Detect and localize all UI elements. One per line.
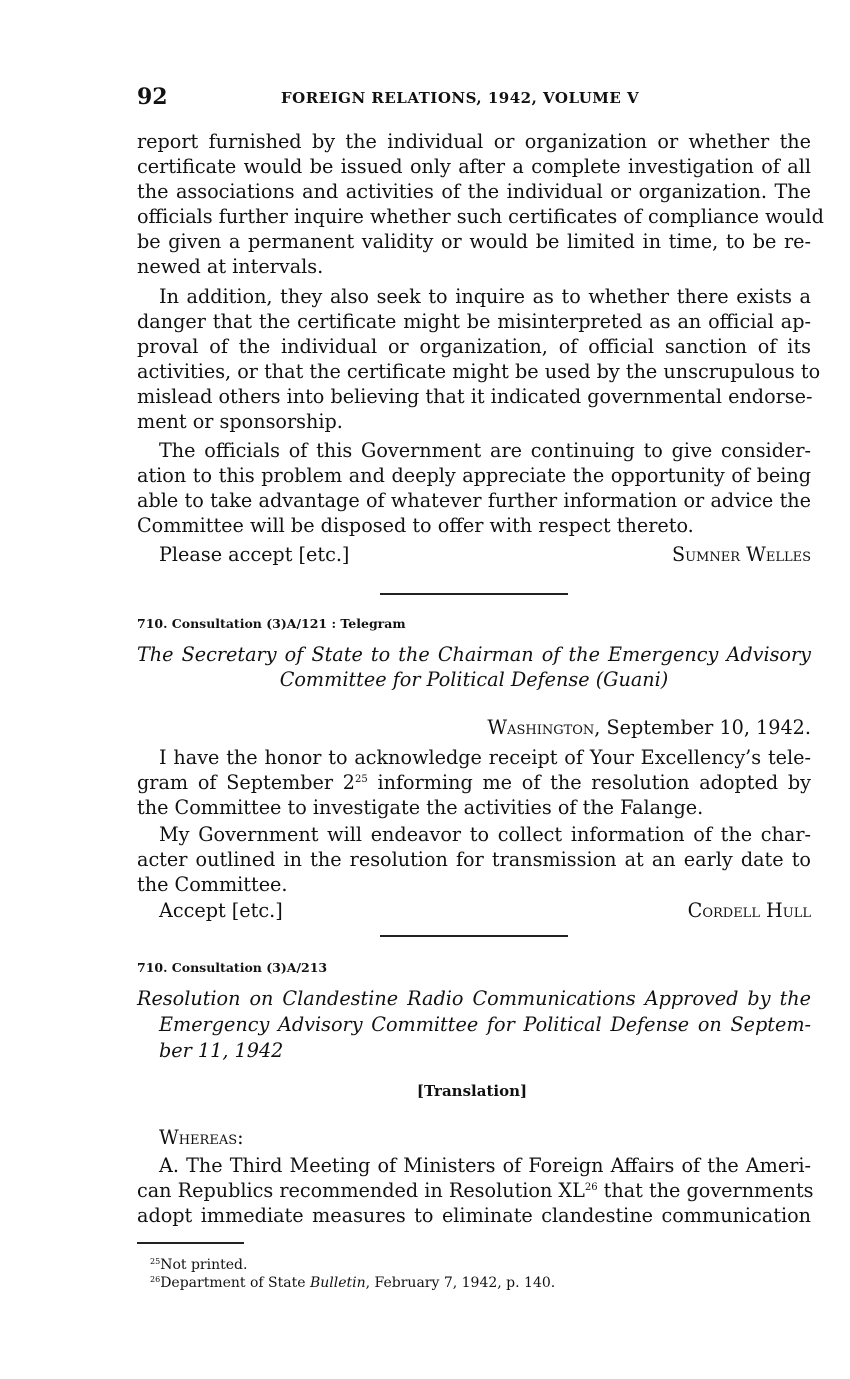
footnote-text: Not printed. bbox=[160, 1257, 248, 1273]
doc3-paraA-line: adopt immediate measures to eliminate clandestine communication bbox=[137, 1204, 811, 1227]
doc2-dateline bbox=[487, 715, 811, 740]
footnote-25 bbox=[150, 1256, 247, 1274]
doc1-para1-line: the associations and activities of the individual or organization. The bbox=[137, 180, 811, 203]
doc1-closing: Please accept [etc.] bbox=[159, 543, 350, 566]
doc2-para2-line: My Government will endeavor to collect information of the char- bbox=[159, 823, 811, 846]
footnote-26 bbox=[150, 1274, 555, 1292]
doc2-para1-line: I have the honor to acknowledge receipt of Your Excellency’s tele- bbox=[159, 746, 811, 769]
doc1-para2-line: proval of the individual or organization, of official sanction of its bbox=[137, 335, 811, 358]
doc3-heading-line: Resolution on Clandestine Radio Communications Approved by the bbox=[137, 987, 811, 1010]
doc1-para1-line: officials further inquire whether such certificates of compliance would bbox=[137, 205, 824, 228]
doc3-heading-line: Emergency Advisory Committee for Political Defense on Septem- bbox=[159, 1013, 811, 1036]
footnote-ref-25: 25 bbox=[355, 774, 368, 785]
doc2-place: Washington bbox=[487, 716, 595, 739]
doc1-para3-line: able to take advantage of whatever further information or advice the bbox=[137, 489, 811, 512]
footnote-marker: 25 bbox=[150, 1257, 161, 1266]
doc2-para1-line: the Committee to investigate the activities of the Falange. bbox=[137, 796, 704, 819]
footnote-publication-title: Bulletin bbox=[309, 1275, 366, 1291]
doc2-closing: Accept [etc.] bbox=[159, 899, 283, 922]
doc2-heading-line: The Secretary of State to the Chairman of the Emergency Advisory bbox=[137, 643, 811, 666]
doc2-date: , September 10, 1942. bbox=[594, 716, 811, 739]
doc1-para1-line: newed at intervals. bbox=[137, 255, 324, 278]
section-divider bbox=[380, 593, 568, 595]
doc1-para2-line: In addition, they also seek to inquire as to whether there exists a bbox=[159, 285, 811, 308]
doc2-para1-text: gram of September 2 bbox=[137, 771, 355, 794]
footnote-text: Department of State bbox=[160, 1275, 310, 1291]
doc3-heading-line: ber 11, 1942 bbox=[159, 1039, 284, 1062]
doc2-signature: Cordell Hull bbox=[687, 899, 811, 922]
doc3-paraA-text: that the governments bbox=[597, 1179, 814, 1202]
doc2-file-reference: 710. Consultation (3)A/121 : Telegram bbox=[137, 616, 406, 631]
doc1-para2-line: mislead others into believing that it indicated governmental endorse- bbox=[137, 385, 813, 408]
section-divider bbox=[380, 935, 568, 937]
doc1-signature: Sumner Welles bbox=[671, 543, 811, 566]
doc1-para2-line: ment or sponsorship. bbox=[137, 410, 343, 433]
doc1-para1-line: be given a permanent validity or would be limited in time, to be re- bbox=[137, 230, 811, 253]
doc1-para2-line: activities, or that the certificate might be used by the unscrupulous to bbox=[137, 360, 821, 383]
footnote-ref-26: 26 bbox=[584, 1182, 598, 1193]
doc3-paraA-line bbox=[137, 1178, 814, 1203]
doc1-para2-line: danger that the certificate might be misinterpreted as an official ap- bbox=[137, 310, 811, 333]
doc2-para1-line bbox=[137, 770, 811, 795]
doc1-para1-line: certificate would be issued only after a complete investigation of all bbox=[137, 155, 811, 178]
doc2-para1-text: informing me of the resolution adopted by bbox=[367, 771, 811, 794]
doc3-whereas: Whereas: bbox=[159, 1126, 244, 1149]
doc2-para2-line: acter outlined in the resolution for transmission at an early date to bbox=[137, 848, 811, 871]
doc2-para2-line: the Committee. bbox=[137, 873, 288, 896]
doc1-para3-line: Committee will be disposed to offer with respect thereto. bbox=[137, 514, 694, 537]
doc1-para1-line: report furnished by the individual or organization or whether the bbox=[137, 130, 811, 153]
doc3-paraA-line: A. The Third Meeting of Ministers of Foreign Affairs of the Ameri- bbox=[159, 1154, 811, 1177]
doc3-file-reference: 710. Consultation (3)A/213 bbox=[137, 960, 328, 975]
footnote-divider bbox=[137, 1242, 244, 1244]
doc3-paraA-text: can Republics recommended in Resolution XL bbox=[137, 1179, 585, 1202]
doc1-para3-line: The officials of this Government are continuing to give consider- bbox=[159, 439, 811, 462]
doc3-translation-note: [Translation] bbox=[416, 1082, 528, 1100]
running-title: FOREIGN RELATIONS, 1942, VOLUME V bbox=[281, 89, 640, 107]
footnote-text: , February 7, 1942, p. 140. bbox=[365, 1275, 556, 1291]
footnote-marker: 26 bbox=[150, 1275, 161, 1284]
page-number: 92 bbox=[137, 84, 168, 110]
doc2-heading-line: Committee for Political Defense (Guani) bbox=[279, 668, 669, 691]
doc1-para3-line: ation to this problem and deeply appreciate the opportunity of being bbox=[137, 464, 811, 487]
